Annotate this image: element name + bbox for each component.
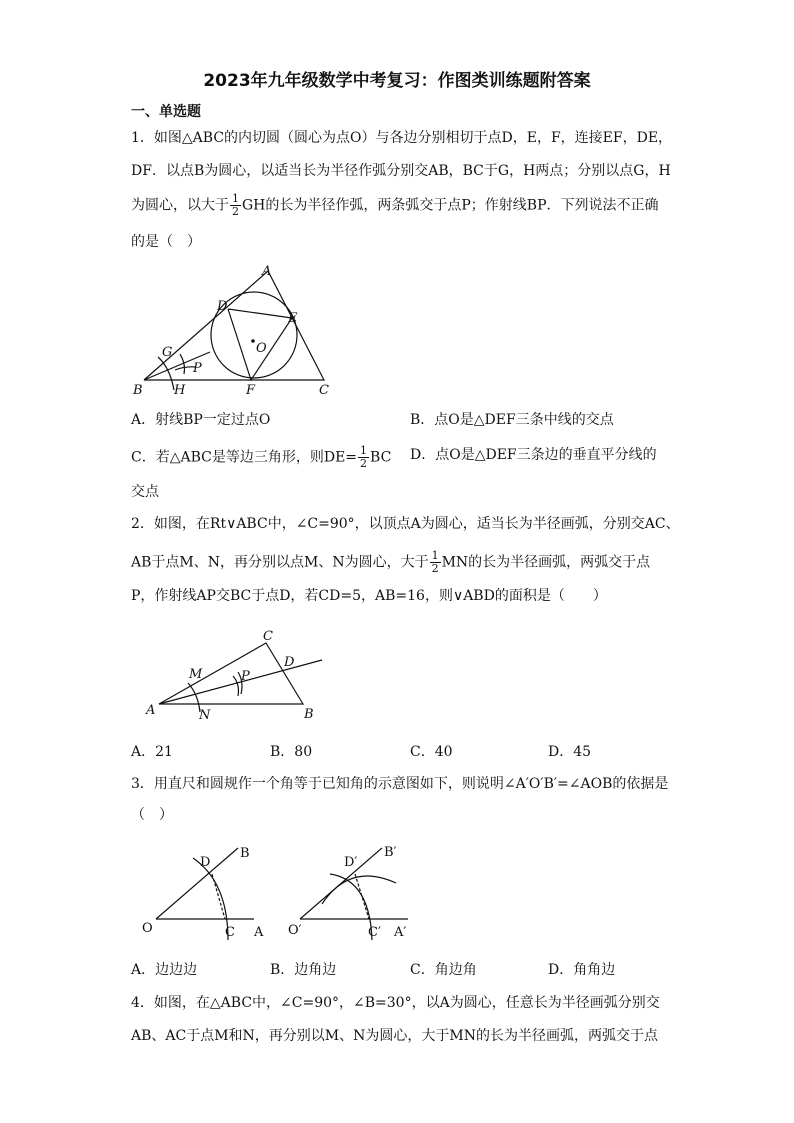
q1-line-1: 1．如图△ABC的内切圆（圆心为点O）与各边分别相切于点D，E，F，连接EF，DE， <box>131 130 673 146</box>
q2-label-p: P <box>241 669 250 684</box>
q3-label-o: O <box>142 921 153 936</box>
q1-option-b[interactable]: B．点O是△DEF三条中线的交点 <box>410 412 614 428</box>
q2-fraction: $\frac{1}{2}$ <box>431 549 439 575</box>
q1-line-3-start: 为圆心，以大于 <box>131 197 229 214</box>
page-title: 2023年九年级数学中考复习：作图类训练题附答案 <box>203 71 591 91</box>
q3-arc-c2d2 <box>330 874 372 940</box>
q3-option-c[interactable]: C．角边角 <box>410 962 477 978</box>
q2-line-2-end: MN的长为半径画弧，两弧交于点 <box>441 554 651 571</box>
q1-label-p: P <box>193 361 202 376</box>
q3-ray-ob <box>156 848 238 919</box>
q1-label-c: C <box>319 383 329 398</box>
q1-option-c-start: C．若△ABC是等边三角形，则DE= <box>131 449 358 466</box>
q3-option-d[interactable]: D．角角边 <box>548 962 616 978</box>
q1-label-d: D <box>217 299 228 314</box>
q1-option-c-fraction: $\frac{1}{2}$ <box>360 444 368 470</box>
q1-label-f: F <box>246 383 256 398</box>
q3-label-a2: A′ <box>394 925 407 940</box>
q1-option-c-end: BC <box>370 449 392 466</box>
q1-option-d-continued: 交点 <box>131 484 159 500</box>
q1-line-3-end: GH的长为半径作弧，两条弧交于点P；作射线BP．下列说法不正确 <box>242 197 659 214</box>
q2-option-a[interactable]: A．21 <box>131 744 173 760</box>
q3-line-1: 3．用直尺和圆规作一个角等于已知角的示意图如下，则说明∠A′O′B′=∠AOB的依据是 <box>131 776 669 792</box>
q3-label-d2: D′ <box>344 855 358 870</box>
q1-line-2: DF．以点B为圆心，以适当长为半径作弧分别交AB，BC于G，H两点；分别以点G，H <box>131 163 671 179</box>
q2-option-c[interactable]: C．40 <box>410 744 453 760</box>
q3-label-c2: C′ <box>368 925 381 940</box>
q3-label-b2: B′ <box>384 845 397 860</box>
q3-arc-d2 <box>322 876 396 904</box>
q1-fraction: $\frac{1}{2}$ <box>232 192 239 218</box>
q2-line-2-start: AB于点M、N，再分别以点M、N为圆心，大于 <box>131 554 429 571</box>
q1-label-o: O <box>256 341 267 356</box>
q3-label-a: A <box>254 925 264 940</box>
q3-option-b[interactable]: B．边角边 <box>270 962 337 978</box>
q2-label-n: N <box>199 708 211 723</box>
q2-line-1: 2．如图，在Rt∨ABC中，∠C=90°，以顶点A为圆心，适当长为半径画弧，分别交AC、 <box>131 516 680 532</box>
q1-line-4: 的是（ ） <box>131 234 201 250</box>
q3-line-2: （ ） <box>131 807 173 823</box>
q2-label-a: A <box>146 703 156 718</box>
q1-option-d[interactable]: D．点O是△DEF三条边的垂直平分线的 <box>410 447 657 463</box>
section-heading: 一、单选题 <box>131 104 201 120</box>
q1-label-h: H <box>174 383 186 398</box>
q3-arc-cd <box>193 858 228 940</box>
q3-label-o2: O′ <box>288 923 302 938</box>
q1-label-g: G <box>162 345 173 360</box>
q2-label-d: D <box>284 655 295 670</box>
q2-option-b[interactable]: B．80 <box>270 744 313 760</box>
q3-dashed-cd <box>212 874 225 919</box>
q2-option-d[interactable]: D．45 <box>548 744 592 760</box>
q4-line-2: AB、AC于点M和N，再分别以M、N为圆心，大于MN的长为半径画弧，两弧交于点 <box>131 1028 658 1044</box>
q2-label-b: B <box>304 707 314 722</box>
q2-line-3: P，作射线AP交BC于点D，若CD=5，AB=16，则∨ABD的面积是（ ） <box>131 588 607 604</box>
q4-line-1: 4．如图，在△ABC中，∠C=90°，∠B=30°，以A为圆心，任意长为半径画弧分别交 <box>131 995 660 1011</box>
q3-label-c: C <box>225 925 235 940</box>
q2-label-c: C <box>263 629 273 644</box>
q3-label-b: B <box>240 846 250 861</box>
q1-option-a[interactable]: A．射线BP一定过点O <box>131 412 271 428</box>
q1-label-b: B <box>133 383 143 398</box>
q1-label-a: A <box>262 264 272 279</box>
q2-label-m: M <box>189 667 203 682</box>
q1-label-e: E <box>288 311 298 326</box>
q3-option-a[interactable]: A．边边边 <box>131 962 198 978</box>
q3-label-d: D <box>200 855 211 870</box>
